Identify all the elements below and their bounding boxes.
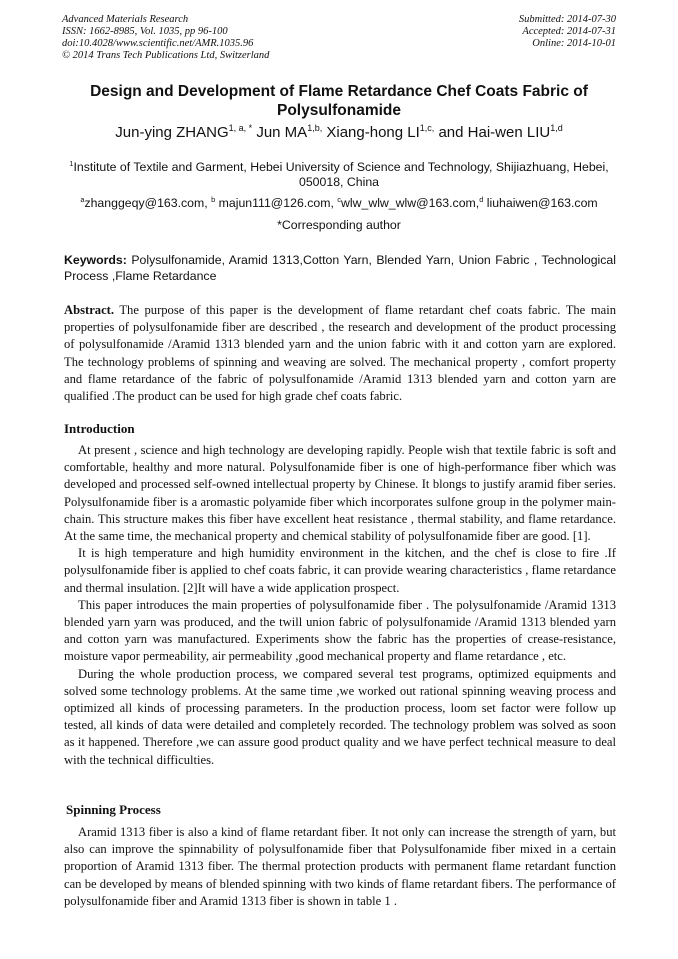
author-name: Hai-wen LIU (467, 124, 551, 141)
paper-title: Design and Development of Flame Retardance Chef Coats Fabric of Polysulfonamide (90, 83, 588, 119)
author-name: Xiang-hong LI (326, 124, 420, 141)
section-heading-introduction: Introduction (64, 421, 135, 436)
journal-copyright: © 2014 Trans Tech Publications Ltd, Switzerland (62, 50, 270, 61)
abstract (64, 302, 616, 405)
author-affil-marker: 1,c, (419, 123, 435, 133)
paragraph: Aramid 1313 fiber is also a kind of flame retardant fiber. It not only can increase the strength of yarn, but also can improve the spinnability of polysulfonamide fiber that Polysulfonamide fiber mixed in a certain proportion of Aramid 1313 fiber. The thermal protection products with permanent flame retardant function can be developed by means of blended spinning with two kinds of flame retardant fibers. The performance of polysulfonamide fiber and Aramid 1313 fiber is shown in table 1 . (64, 825, 616, 908)
journal-issn: ISSN: 1662-8985, Vol. 1035, pp 96-100 (62, 26, 228, 37)
keywords (64, 252, 616, 284)
author-name: Jun MA (256, 124, 308, 141)
email-marker: a (80, 194, 85, 204)
author-affil-marker: 1,b, (307, 123, 323, 133)
journal-doi[interactable]: doi:10.4028/www.scientific.net/AMR.1035.96 (62, 38, 254, 49)
keywords-text: Polysulfonamide, Aramid 1313,Cotton Yarn, Blended Yarn, Union Fabric , Technological Process ,Flame Retardance (64, 253, 617, 283)
affil-marker: 1 (69, 158, 74, 168)
paragraph: At present , science and high technology are developing rapidly. People wish that textile fabric is soft and comfortable, healthy and more natural. Polysulfonamide fiber is one of high-performance fiber which was developed and processed self-owned intellectual property by Chinese. It blongs to justify aramid fiber series. Polysulfonamide fiber is a aromastic polyamide fiber which incorporates sulfone group in the polymer main-chain. This structure makes this fiber have excellent heat resistance , thermal stability, and flame retardance. At the same time, the mechanical property and chemical stability of polysulfonamide fiber are good. [1]. (64, 443, 616, 544)
author-name: Jun-ying ZHANG (115, 124, 229, 141)
email-link[interactable]: zhanggeqy@163.com, (84, 196, 208, 210)
email-marker: c (337, 194, 341, 204)
corresponding-note: *Corresponding author (277, 218, 401, 232)
email-link[interactable]: liuhaiwen@163.com (486, 196, 598, 210)
accepted-date: Accepted: 2014-07-31 (522, 26, 616, 37)
email-list (40, 196, 638, 211)
author-affil-marker: 1,d (550, 123, 563, 133)
email-link[interactable]: wlw_wlw_wlw@163.com, (340, 196, 480, 210)
introduction-body (64, 442, 616, 769)
abstract-label: Abstract. (64, 303, 115, 317)
affil-text: Institute of Textile and Garment, Hebei University of Science and Technology, Shijiazhuang, Hebei, 050018, China (73, 160, 609, 189)
spinning-body (64, 824, 616, 910)
email-marker: d (479, 194, 484, 204)
journal-name: Advanced Materials Research (62, 14, 189, 25)
affiliation (62, 160, 616, 190)
paragraph: During the whole production process, we compared several test programs, optimized equipments and solved some technology problems. At the same time ,we worked out rational spinning weaving process and optimized all kinds of processing parameters. In the production process, loom set factor were follow up tested, all kinds of data were detailed and completely recorded. The technology problem was solved as soon as it happened. Therefore ,we can assure good product quality and we have perfect technical measure to deal with the technical difficulties. (64, 666, 616, 767)
keywords-label: Keywords: (64, 253, 127, 267)
author-affil-marker: 1, a, * (228, 123, 253, 133)
submitted-date: Submitted: 2014-07-30 (518, 14, 616, 25)
abstract-text: The purpose of this paper is the development of flame retardant chef coats fabric. The main properties of polysulfonamide fiber are described , the research and development of the product processing of polysulfonamide /Aramid 1313 blended yarn and the union fabric with it and cotton yarn are explored. The technology problems of spinning and weaving are solved. The mechanical property , comfort property and flame retardance of the fabric of polysulfonamide /Aramid 1313 blended yarn and cotton yarn are qualified .The product can be used for high grade chef coats fabric. (64, 303, 616, 404)
email-marker: b (211, 194, 216, 204)
online-date: Online: 2014-10-01 (532, 38, 616, 49)
journal-info (62, 14, 269, 62)
paragraph: It is high temperature and high humidity environment in the kitchen, and the chef is close to fire .If polysulfonamide fiber is applied to chef coats fabric, it can provide wearing characteristics , flame retardance and thermal insulation. [2]It will have a wide application prospect. (64, 546, 616, 595)
email-link[interactable]: majun111@126.com, (218, 196, 334, 210)
paragraph: This paper introduces the main properties of polysulfonamide fiber . The polysulfonamide /Aramid 1313 blended yarn yarn was produced, and the twill union fabric of polysulfonamide /Aramid 1313 blended yarn and cotton yarn was manufactured. Experiments show the fabric has the properties of crease-resistance, moisture vapor permeability, air permeability ,good mechanical property and flame retardance , etc. (64, 597, 616, 664)
section-heading-spinning: Spinning Process (66, 802, 161, 817)
submission-dates (519, 14, 616, 50)
author-list: Jun-ying $ZHANG^{1, a, *}$ Jun $MA^{1,b,}$ Xiang-hong $LI^{1,c,}$ and Hai-wen LIU$^{1,d}$ (115, 123, 563, 141)
